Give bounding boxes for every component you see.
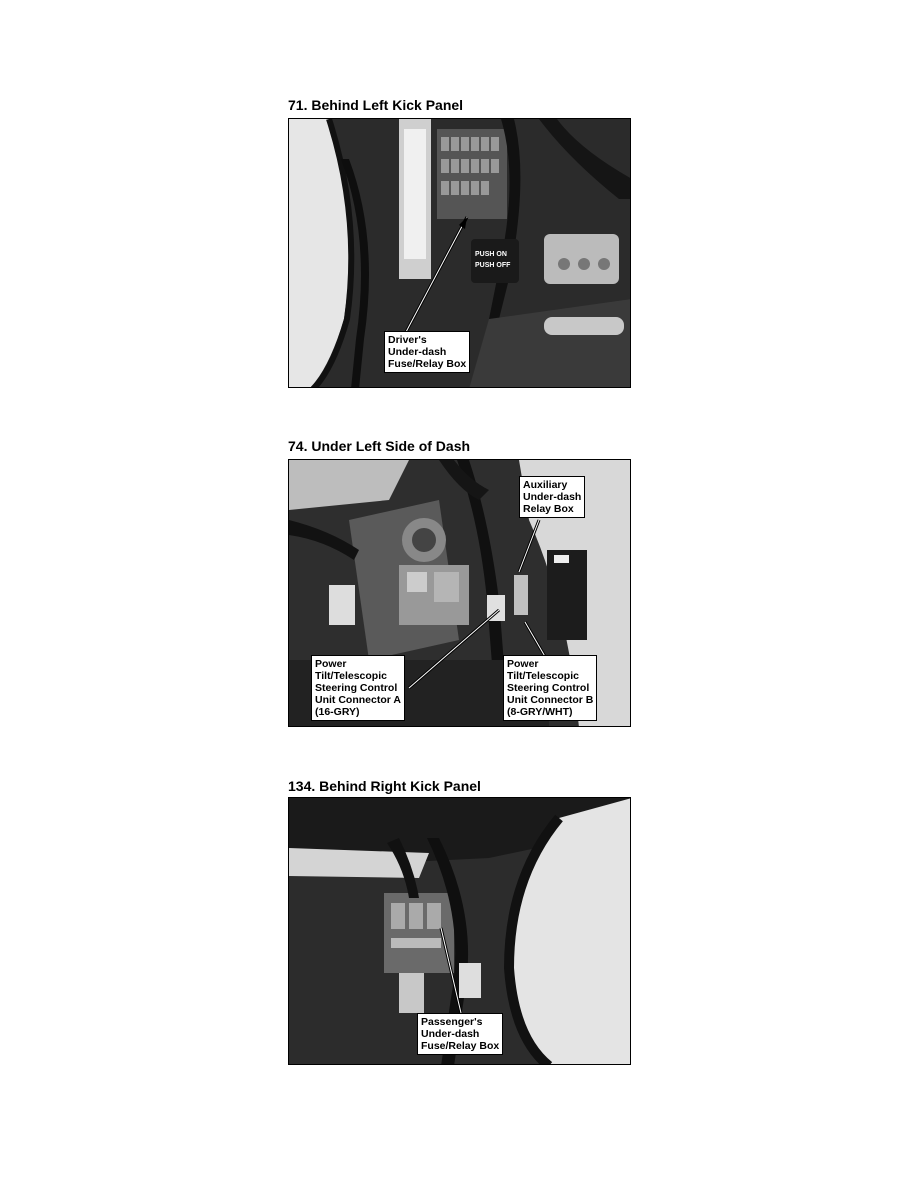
callout-line: Under-dash	[523, 491, 582, 503]
callout-auxiliary-relay-box	[519, 476, 585, 518]
photo-left-kick-panel	[288, 118, 631, 388]
callout-line: (8-GRY/WHT)	[507, 706, 573, 718]
callout-line: Power	[507, 658, 539, 670]
callout-line: Driver's	[388, 334, 427, 346]
callout-connector-a	[311, 655, 405, 721]
callout-line: Passenger's	[421, 1016, 483, 1028]
figure-title-71: 71. Behind Left Kick Panel	[288, 97, 464, 113]
figure-title-134: 134. Behind Right Kick Panel	[288, 778, 481, 794]
callout-passengers-fuse-box	[417, 1013, 503, 1055]
callout-line: Steering Control	[315, 682, 398, 694]
callout-line: Under-dash	[421, 1028, 480, 1040]
callout-line: Fuse/Relay Box	[421, 1040, 500, 1052]
callout-line: Under-dash	[388, 346, 447, 358]
push-off-label: PUSH OFF	[475, 262, 511, 269]
callout-line: Relay Box	[523, 503, 574, 515]
callout-line: Unit Connector B	[507, 694, 594, 706]
callout-line: Fuse/Relay Box	[388, 358, 467, 370]
callout-line: Unit Connector A	[315, 694, 401, 706]
callout-line: Auxiliary	[523, 479, 568, 491]
push-on-label: PUSH ON	[475, 251, 507, 258]
callout-line: (16-GRY)	[315, 706, 360, 718]
photo-under-left-dash	[288, 459, 631, 727]
callout-line: Tilt/Telescopic	[507, 670, 579, 682]
callout-line: Steering Control	[507, 682, 590, 694]
figure-title-74: 74. Under Left Side of Dash	[288, 438, 471, 454]
callout-line: Tilt/Telescopic	[315, 670, 387, 682]
callout-line: Power	[315, 658, 347, 670]
photo-right-kick-panel	[288, 797, 631, 1065]
callout-drivers-fuse-box	[384, 331, 470, 373]
callout-connector-b	[503, 655, 597, 721]
